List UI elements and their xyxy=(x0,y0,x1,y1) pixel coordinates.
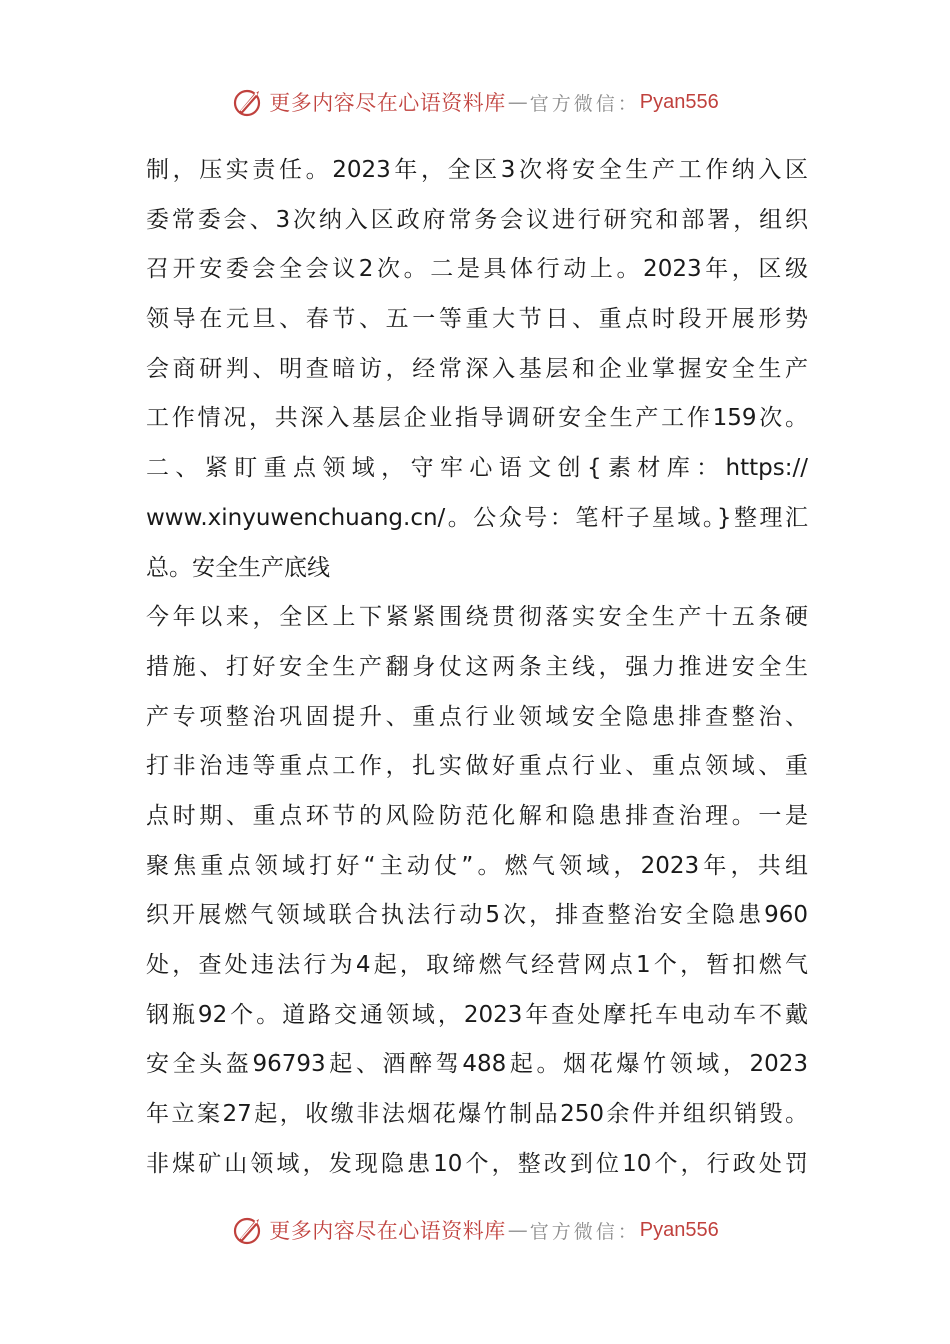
header-watermark xyxy=(0,82,950,122)
body-line: 聚焦重点领域打好“主动仗”。燃气领域，2023年，共组 xyxy=(146,852,808,879)
body-line: 织开展燃气领域联合执法行动5次，排查整治安全隐患960 xyxy=(146,902,808,929)
body-line: 钢瓶92个。道路交通领域，2023年查处摩托车电动车不戴 xyxy=(146,1001,808,1028)
body-line: 今年以来，全区上下紧紧围绕贯彻落实安全生产十五条硬 xyxy=(146,604,808,631)
body-line: 工作情况，共深入基层企业指导调研安全生产工作159次。 xyxy=(146,405,808,432)
body-line: 会商研判、明查暗访，经常深入基层和企业掌握安全生产 xyxy=(146,355,808,382)
body-line: 打非治违等重点工作，扎实做好重点行业、重点领域、重 xyxy=(146,753,808,780)
body-line: 制，压实责任。2023年，全区3次将安全生产工作纳入区 xyxy=(146,157,808,183)
document-body xyxy=(146,146,808,1189)
header-wechat-id: Pyan556 xyxy=(639,90,719,113)
body-line: 处，查处违法行为4起，取缔燃气经营网点1个，暂扣燃气 xyxy=(146,952,808,978)
body-line: 委常委会、3次纳入区政府常务会议进行研究和部署，组织 xyxy=(146,206,808,233)
body-line: 安全头盔96793起、酒醉驾488起。烟花爆竹领域，2023 xyxy=(146,1051,808,1078)
header-separator: — xyxy=(507,90,528,114)
footer-wechat-id: Pyan556 xyxy=(639,1218,719,1241)
fountain-pen-logo-icon xyxy=(231,1213,265,1247)
footer-separator: — xyxy=(507,1218,528,1242)
body-line: 非煤矿山领域，发现隐患10个，整改到位10个，行政处罚 xyxy=(146,1150,808,1177)
footer-wechat-label: 官方微信： xyxy=(529,1220,640,1243)
header-wechat-label: 官方微信： xyxy=(529,92,640,115)
section-heading-line: 总。安全生产底线 xyxy=(146,554,330,581)
fountain-pen-logo-icon xyxy=(231,85,265,119)
body-line: 措施、打好安全生产翻身仗这两条主线，强力推进安全生 xyxy=(146,653,808,680)
header-brand-text: 更多内容尽在心语资料库 xyxy=(269,91,506,115)
body-line: 点时期、重点环节的风险防范化解和隐患排查治理。一是 xyxy=(146,802,808,829)
body-line: 领导在元旦、春节、五一等重大节日、重点时段开展形势 xyxy=(146,306,808,333)
body-line: 召开安委会全会议2次。二是具体行动上。2023年，区级 xyxy=(146,256,808,283)
body-line: 产专项整治巩固提升、重点行业领域安全隐患排查整治、 xyxy=(146,703,808,730)
section-heading-line: www.xinyuwenchuang.cn/。公众号：笔杆子星域。}整理汇 xyxy=(146,504,808,531)
body-line: 年立案27起，收缴非法烟花爆竹制品250余件并组织销毁。 xyxy=(146,1101,808,1128)
section-heading-line: 二、紧盯重点领域，守牢心语文创{素材库：https:// xyxy=(146,455,808,482)
footer-watermark xyxy=(0,1210,950,1250)
footer-brand-text: 更多内容尽在心语资料库 xyxy=(269,1219,506,1243)
